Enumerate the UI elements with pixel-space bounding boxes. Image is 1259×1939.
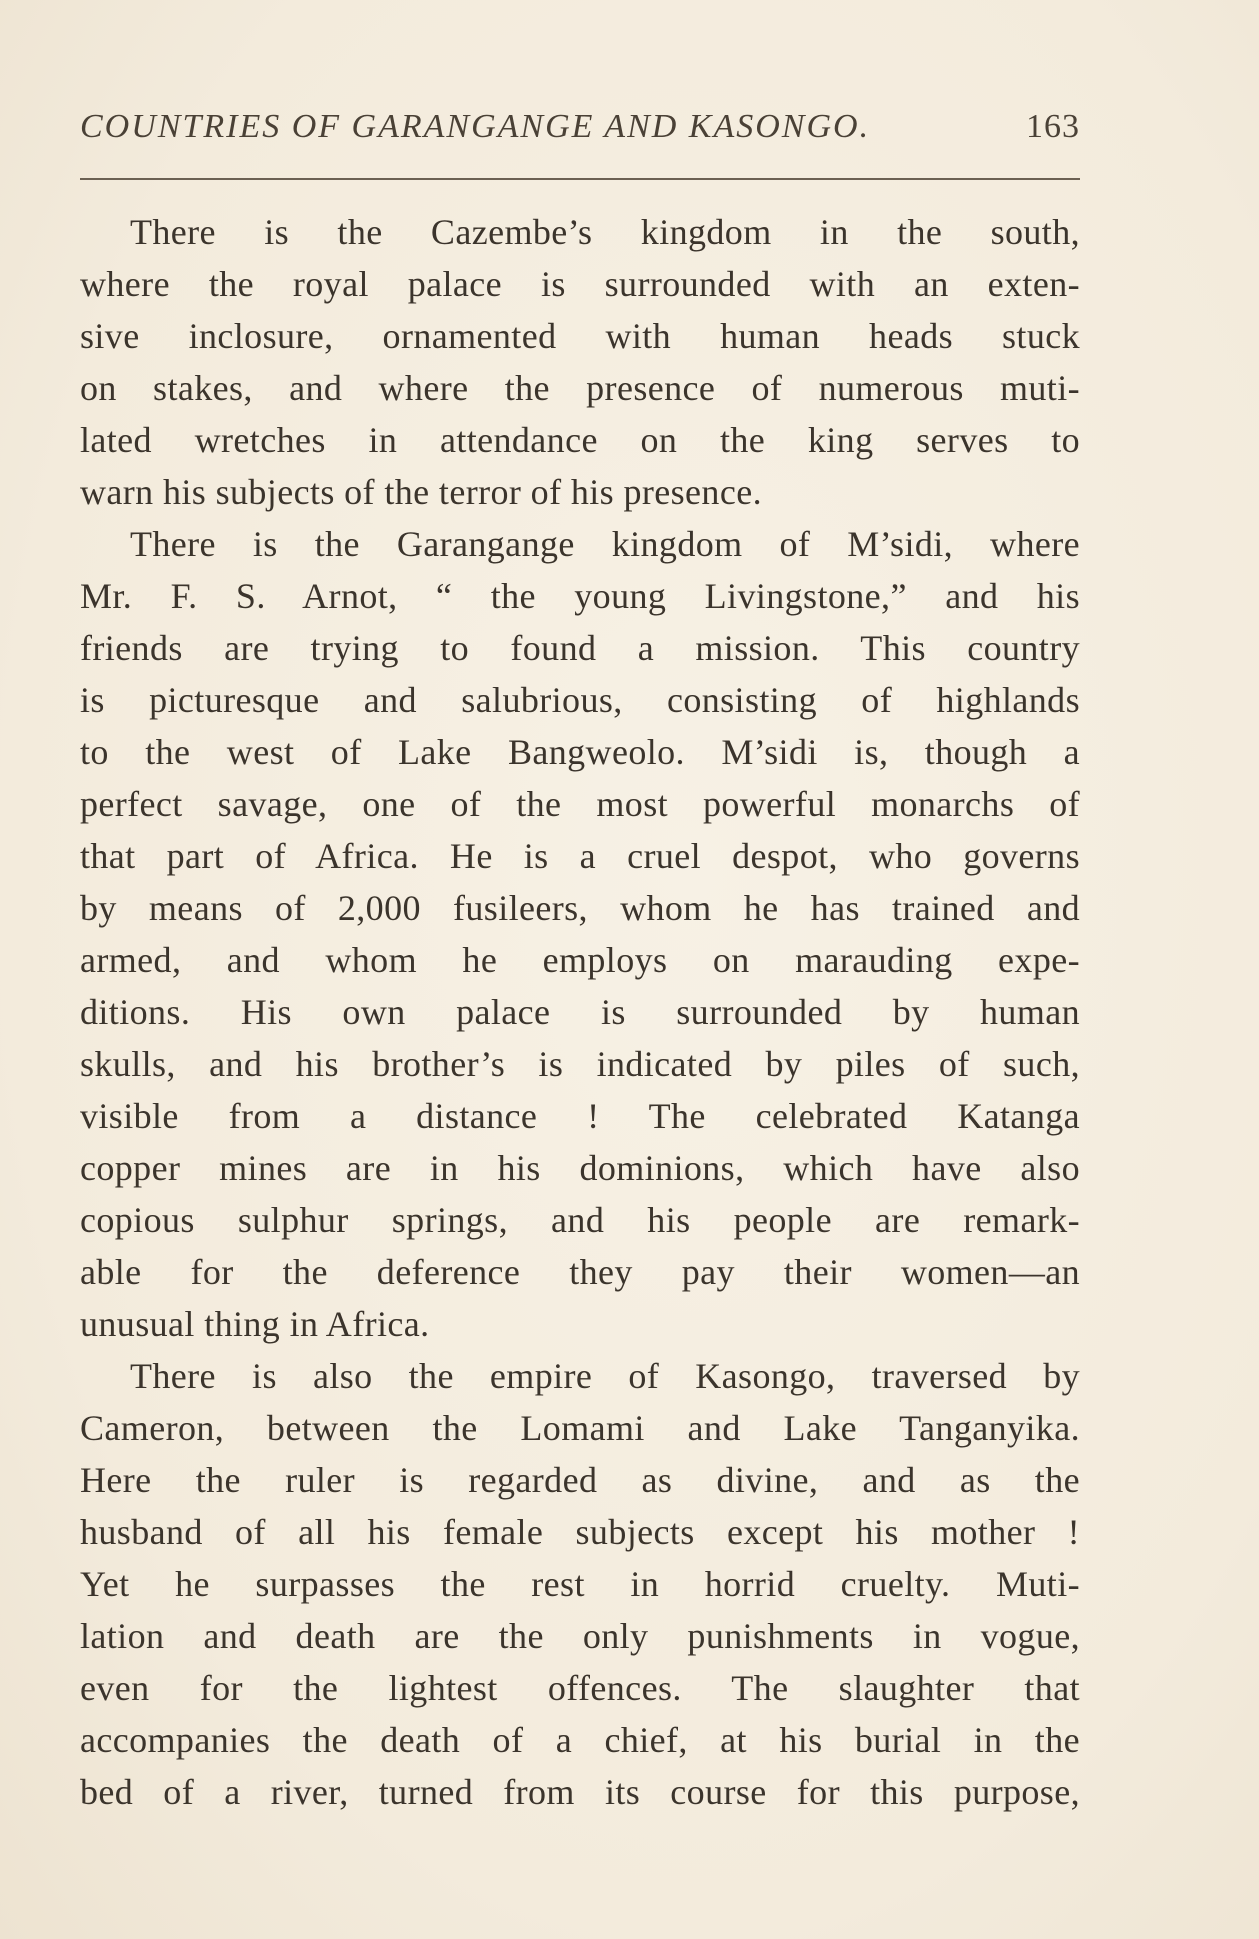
text-line: by means of 2,000 fusileers, whom he has trained and — [80, 888, 1080, 928]
text-line: on stakes, and where the presence of numerous muti- — [80, 368, 1080, 408]
text-line: where the royal palace is surrounded with an exten- — [80, 264, 1080, 304]
header-rule — [80, 178, 1080, 180]
text-line: Here the ruler is regarded as divine, and as the — [80, 1460, 1080, 1500]
text-line: friends are trying to found a mission. This country — [80, 628, 1080, 668]
text-line: unusual thing in Africa. — [80, 1304, 430, 1344]
text-line: Mr. F. S. Arnot, “ the young Livingstone,” and his — [80, 576, 1080, 616]
text-line: ditions. His own palace is surrounded by human — [80, 992, 1080, 1032]
text-line: able for the deference they pay their women—an — [80, 1252, 1080, 1292]
text-line: There is the Cazembe’s kingdom in the south, — [130, 212, 1080, 252]
text-line: to the west of Lake Bangweolo. M’sidi is, though a — [80, 732, 1080, 772]
text-line: armed, and whom he employs on marauding expe- — [80, 940, 1080, 980]
running-head — [80, 108, 1080, 158]
text-line: Cameron, between the Lomami and Lake Tanganyika. — [80, 1408, 1080, 1448]
text-line: warn his subjects of the terror of his presence. — [80, 472, 762, 512]
text-line: sive inclosure, ornamented with human heads stuck — [80, 316, 1080, 356]
text-line: Yet he surpasses the rest in horrid cruelty. Muti- — [80, 1564, 1080, 1604]
paragraph-cazembe — [80, 206, 1080, 518]
page-number: 163 — [1026, 108, 1080, 145]
body-text — [80, 206, 1080, 1818]
text-line: copper mines are in his dominions, which have also — [80, 1148, 1080, 1188]
text-line: is picturesque and salubrious, consisting of highlands — [80, 680, 1080, 720]
text-line: There is also the empire of Kasongo, traversed by — [130, 1356, 1080, 1396]
text-line: There is the Garangange kingdom of M’sidi, where — [130, 524, 1080, 564]
running-title: COUNTRIES OF GARANGANGE AND KASONGO. — [80, 108, 871, 145]
text-line: skulls, and his brother’s is indicated by piles of such, — [80, 1044, 1080, 1084]
paragraph-garangange — [80, 518, 1080, 1350]
text-line: accompanies the death of a chief, at his burial in the — [80, 1720, 1080, 1760]
text-line: perfect savage, one of the most powerful monarchs of — [80, 784, 1080, 824]
text-line: lated wretches in attendance on the king serves to — [80, 420, 1080, 460]
text-line: copious sulphur springs, and his people are remark- — [80, 1200, 1080, 1240]
text-line: that part of Africa. He is a cruel despot, who governs — [80, 836, 1080, 876]
text-line: visible from a distance ! The celebrated Katanga — [80, 1096, 1080, 1136]
text-line: even for the lightest offences. The slaughter that — [80, 1668, 1080, 1708]
text-line: lation and death are the only punishments in vogue, — [80, 1616, 1080, 1656]
text-line: husband of all his female subjects except his mother ! — [80, 1512, 1080, 1552]
text-line: bed of a river, turned from its course for this purpose, — [80, 1772, 1080, 1812]
paragraph-kasongo — [80, 1350, 1080, 1818]
